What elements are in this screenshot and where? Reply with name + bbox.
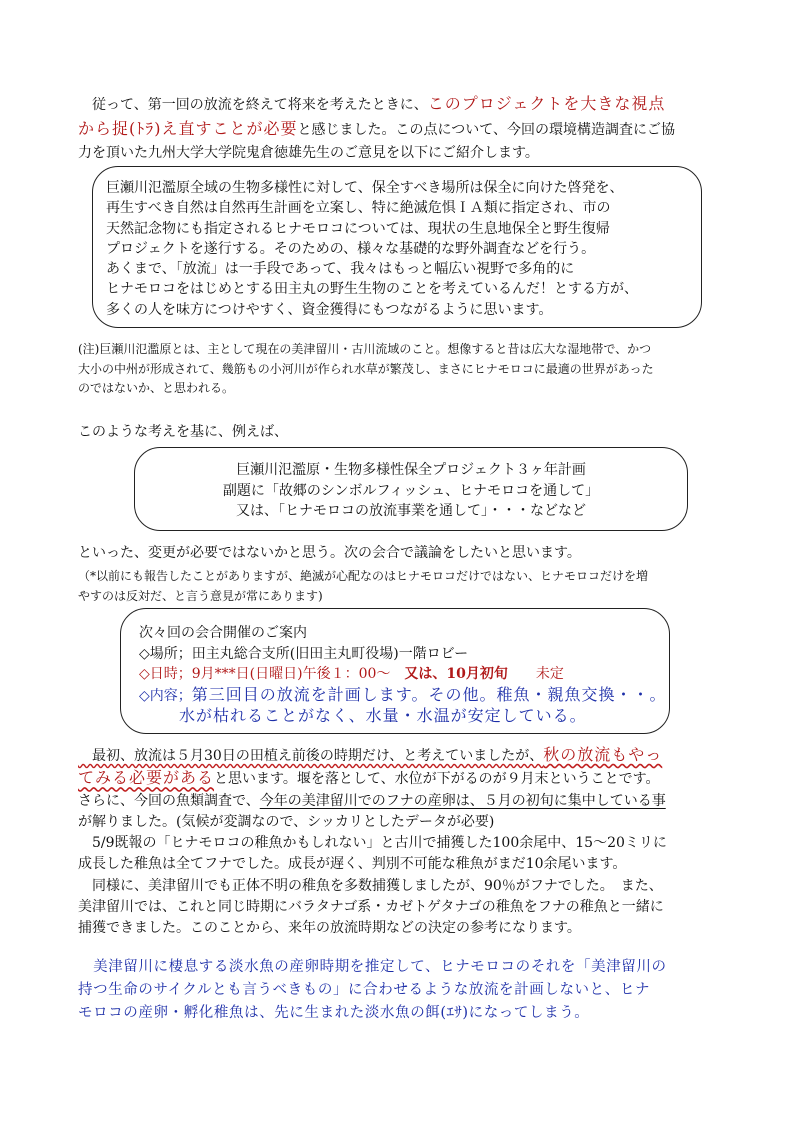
highlight-text: このプロジェクトを大きな視点: [427, 94, 666, 113]
paragraph-line: が解りました。(気候が変調なので、シッカリとしたデータが必要): [78, 813, 495, 830]
paragraph-line: [78, 92, 728, 117]
intro-line: このような考えを基に、例えば、: [78, 424, 288, 440]
opinion-line: プロジェクトを遂行する。そのための、様々な基礎的な野外調査などを行う。: [106, 240, 596, 257]
paragraph-line: 持つ生命のサイクルとも言うべきもの」に合わせるような放流を計画しないと、ヒナ: [78, 982, 651, 998]
paragraph-line: 捕獲できました。このことから、来年の放流時期などの決定の参考になります。: [78, 920, 581, 937]
meeting-text: [139, 623, 667, 727]
paragraph-line: [78, 791, 730, 812]
side-note-line: やすのは反対だ、と言う意見が常にあります): [78, 589, 323, 603]
meeting-place: ◇場所；田主丸総合支所(旧田主丸町役場)一階ロビー: [139, 645, 469, 662]
proposal-text: [135, 460, 687, 522]
text-run: ◇日時；9月***日(日曜日)午後１：00～: [139, 666, 405, 682]
paragraph-line: モロコの産卵・孵化稚魚は、先に生まれた淡水魚の餌(ｴｻ)になってしまう。: [78, 1005, 590, 1021]
footnote-line: 大小の中州が形成されて、幾筋もの小河川が作られ水草が繁茂し、まさにヒナモロコに最適の世界があった: [78, 361, 654, 376]
text-run: と思います。堰を落として、水位が下がるのが９月末ということです。: [214, 771, 660, 788]
paragraph-line: 同様に、美津留川でも正体不明の稚魚を多数捕獲しましたが、90％がフナでした。 また、: [78, 877, 663, 894]
opinion-box: [92, 166, 702, 328]
text-run: 未定: [507, 666, 564, 682]
meeting-content: [139, 685, 667, 707]
opinion-line: 巨瀬川氾濫原全域の生物多様性に対して、保全すべき場所は保全に向けた啓発を、: [106, 180, 624, 196]
meeting-box: [120, 608, 670, 734]
text-run: と感じました。この点について、今回の環境構造調査にご協: [297, 122, 675, 138]
opinion-line: 多くの人を味方につけやすく、資金獲得にもつながるように思います。: [106, 301, 553, 318]
closing-paragraph: [78, 956, 728, 1025]
paragraph-line: [78, 117, 728, 142]
highlight-text: から捉(ﾄﾗ)え直すことが必要: [78, 119, 298, 138]
conclusion-line: といった、変更が必要ではないかと思う。次の会合で議論をしたいと思います。: [78, 545, 581, 561]
opinion-line: ヒナモロコをはじめとする田主丸の野生生物のことを考えているんだ！とする方が、: [106, 281, 638, 298]
opinion-line: 天然記念物にも指定されるヒナモロコについては、現状の生息地保全と野生復帰: [106, 220, 610, 237]
proposal-line: 副題に「故郷のシンボルフィッシュ、ヒナモロコを通して」: [222, 482, 600, 499]
paragraph-line: 力を頂いた九州大学大学院鬼倉徳雄先生のご意見を以下にご紹介します。: [78, 145, 539, 161]
highlight-text: 秋の放流もやっ: [543, 745, 663, 764]
opinion-text: [106, 178, 638, 320]
meeting-content-detail: 水が枯れることがなく、水量・水温が安定している。: [179, 706, 587, 725]
proposal-box: [134, 447, 688, 531]
proposal-line: 又は、「ヒナモロコの放流事業を通して」・・・などなど: [236, 503, 586, 519]
footnote-line: のではないか、と思われる。: [78, 381, 235, 395]
opinion-line: 再生すべき自然は自然再生計画を立案し、特に絶滅危惧ＩＡ類に指定され、市の: [106, 200, 611, 217]
paragraph-line: 美津留川では、これと同じ時期にバラタナゴ系・カゼトゲタナゴの稚魚をフナの稚魚と一緒に: [78, 899, 664, 916]
paragraph-line: [78, 767, 730, 790]
underlined-text: 今年の美津留川でのフナの産卵は、５月の初旬に集中している事: [259, 792, 666, 809]
survey-paragraph: [78, 744, 730, 940]
text-run: 最初、放流は５月30日の田植え前後の時期だけ、と考えていましたが、: [78, 748, 544, 764]
paragraph-line: 美津留川に棲息する淡水魚の産卵時期を推定して、ヒナモロコのそれを「美津留川の: [78, 959, 667, 975]
footnote-line: (注)巨瀬川氾濫原とは、主として現在の美津留川・古川流域のこと。想像すると昔は広大な湿地帯で、かつ: [78, 342, 652, 356]
meeting-date: [139, 664, 667, 685]
footnote: [78, 340, 728, 399]
text-run: さらに、今回の魚類調査で、: [78, 792, 260, 809]
text-run: 第三回目の放流を計画します。その他。稚魚・親魚交換・・。: [191, 684, 667, 704]
paragraph-line: 成長した稚魚は全てフナでした。成長が遅く、判別不可能な稚魚がまだ10余尾います。: [78, 856, 627, 873]
side-note: [78, 566, 728, 606]
text-run: 従って、第一回の放流を終えて将来を考えたときに、: [78, 97, 428, 113]
meeting-title: 次々回の会合開催のご案内: [139, 625, 307, 641]
paragraph-line: 5/9既報の「ヒナモロコの稚魚かもしれない」と古川で捕獲した100余尾中、15～20ミリに: [78, 835, 667, 852]
proposal-line: 巨瀬川氾濫原・生物多様性保全プロジェクト３ヶ年計画: [236, 462, 586, 478]
highlight-text: てみる必要がある: [78, 768, 215, 788]
text-run: 又は、10月初旬: [404, 666, 508, 682]
opinion-line: あくまで、「放流」は一手段であって、我々はもっと幅広い視野で多角的に: [106, 261, 575, 278]
paragraph-line: [78, 744, 730, 767]
side-note-line: （*以前にも報告したことがありますが、絶滅が心配なのはヒナモロコだけではない、ヒナモロコだけを増: [78, 569, 649, 583]
text-run: ◇内容；: [139, 687, 192, 704]
intro-paragraph: [78, 92, 728, 165]
